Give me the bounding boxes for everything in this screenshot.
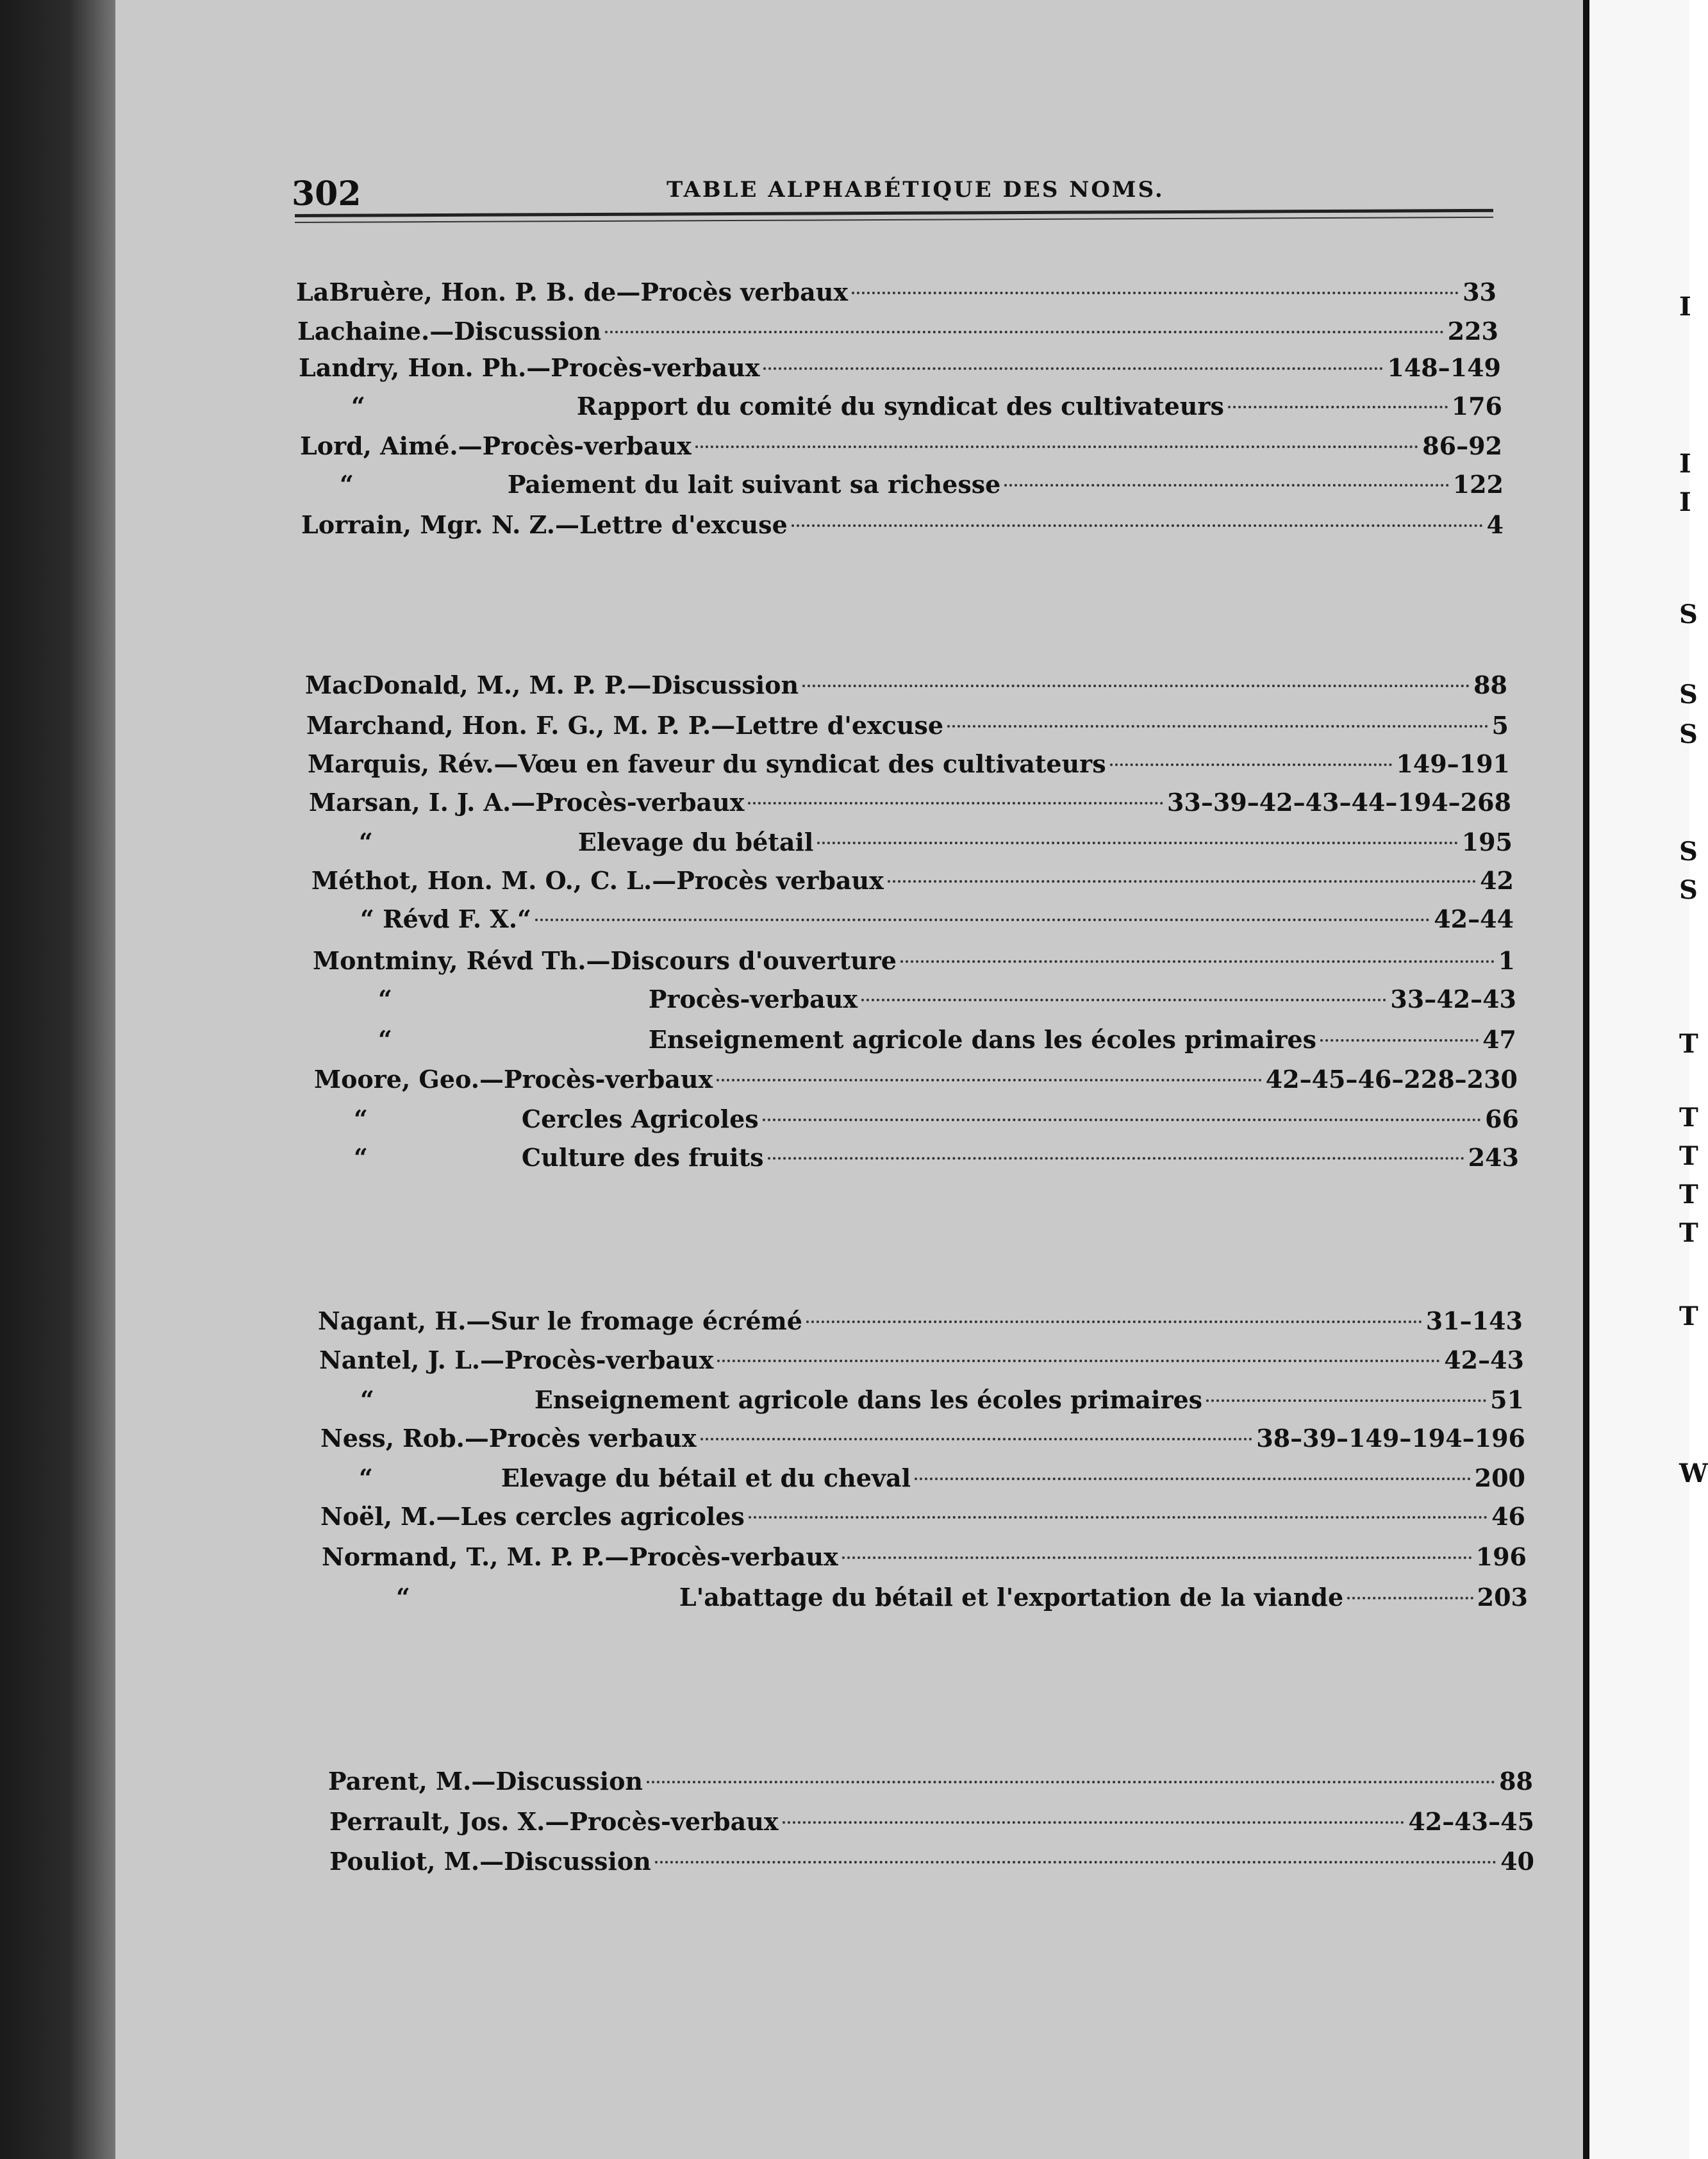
adjacent-page-letter: T [1679, 1029, 1698, 1059]
entry-pages: 223 [1447, 317, 1498, 346]
entry-pages: 33–42–43 [1390, 985, 1516, 1013]
dot-leader [1004, 484, 1448, 487]
entry-description: —Procès-verbaux [458, 431, 692, 460]
entry-pages: 66 [1485, 1105, 1519, 1133]
adjacent-page [1583, 0, 1708, 2159]
dot-leader [647, 1781, 1495, 1783]
index-entry [305, 670, 1507, 701]
dot-leader [792, 524, 1483, 527]
entry-pages: 122 [1452, 470, 1504, 499]
running-head: TABLE ALPHABÉTIQUE DES NOMS. [667, 177, 1165, 203]
dot-leader [763, 1119, 1481, 1121]
index-entry [309, 787, 1511, 818]
entry-description: Enseignement agricole dans les écoles primaires [534, 1385, 1203, 1414]
entry-name: Marsan, I. J. A. [309, 788, 511, 817]
entry-name: “ [340, 470, 354, 499]
entry-description: —Discussion [479, 1847, 651, 1876]
dot-leader [842, 1556, 1472, 1559]
entry-name: Normand, T., M. P. P. [322, 1542, 605, 1571]
adjacent-page-letter: T [1679, 1103, 1698, 1133]
index-entry [329, 1806, 1534, 1837]
index-entry [378, 1024, 1516, 1055]
entry-pages: 42–43 [1444, 1346, 1524, 1374]
entry-description: —Procès verbaux [616, 278, 848, 306]
entry-description: “ [517, 904, 531, 933]
entry-name: “ [359, 828, 373, 856]
dot-leader [701, 1438, 1253, 1440]
entry-name: Lorrain, Mgr. N. Z. [301, 510, 555, 539]
entry-pages: 86–92 [1422, 431, 1502, 460]
index-entry [320, 1423, 1525, 1454]
entry-pages: 42–45–46–228–230 [1265, 1065, 1518, 1094]
index-entry [297, 316, 1498, 347]
entry-name: “ [354, 1105, 368, 1133]
entry-pages: 42–44 [1434, 904, 1514, 933]
entry-name: Lord, Aimé. [300, 431, 458, 460]
dot-leader [605, 331, 1444, 333]
adjacent-page-letter: I [1679, 487, 1691, 517]
entry-description: —Discussion [627, 671, 799, 699]
entry-description: —Procès-verbaux [545, 1807, 779, 1836]
index-entry [378, 984, 1516, 1015]
entry-pages: 196 [1475, 1542, 1527, 1571]
index-entry [318, 1306, 1523, 1337]
entry-pages: 88 [1499, 1767, 1533, 1796]
entry-name: MacDonald, M., M. P. P. [305, 671, 627, 699]
entry-name: “ [378, 1025, 392, 1054]
dot-leader [749, 1516, 1488, 1519]
entry-description: —Les cercles agricoles [436, 1502, 745, 1531]
index-entry [351, 391, 1502, 422]
entry-description: —Procès-verbaux [511, 788, 745, 817]
entry-pages: 51 [1490, 1385, 1524, 1414]
adjacent-page-letter: S [1679, 599, 1698, 629]
entry-name: Landry, Hon. Ph. [299, 353, 527, 382]
entry-name: Ness, Rob. [320, 1424, 465, 1453]
dot-leader [817, 842, 1457, 844]
entry-pages: 33–39–42–43–44–194–268 [1166, 788, 1511, 817]
entry-description: —Vœu en faveur du syndicat des cultivateurs [493, 749, 1106, 778]
dot-leader [915, 1478, 1471, 1480]
index-entry [301, 510, 1504, 540]
dot-leader [717, 1360, 1440, 1362]
entry-pages: 42 [1480, 866, 1514, 895]
dot-leader [763, 367, 1383, 370]
dot-leader [806, 1321, 1422, 1323]
index-entry [322, 1542, 1527, 1572]
index-entry [359, 827, 1513, 858]
dot-leader [1347, 1597, 1473, 1599]
index-entry [308, 749, 1510, 779]
adjacent-page-letter: I [1679, 449, 1691, 479]
dot-leader [861, 999, 1386, 1001]
dot-leader [783, 1821, 1405, 1824]
index-entry [328, 1766, 1533, 1797]
entry-name: “ [396, 1583, 410, 1612]
entry-pages: 176 [1451, 392, 1502, 421]
entry-name: Marquis, Rév. [308, 749, 494, 778]
entry-name: “ [360, 1385, 374, 1414]
entry-name: “ [354, 1143, 368, 1172]
dot-leader [888, 880, 1476, 883]
entry-name: Nantel, J. L. [319, 1346, 481, 1374]
entry-description: —Lettre d'excuse [554, 510, 788, 539]
dot-leader [900, 960, 1495, 963]
entry-pages: 38–39–149–194–196 [1256, 1424, 1525, 1453]
index-entry [311, 865, 1514, 896]
entry-description: Procès-verbaux [648, 985, 858, 1013]
entry-description: —Procès verbaux [652, 866, 884, 895]
entry-pages: 1 [1498, 946, 1515, 975]
entry-description: Culture des fruits [521, 1143, 764, 1172]
index-entry [314, 1064, 1518, 1095]
dot-leader [1228, 406, 1448, 408]
entry-pages: 40 [1500, 1847, 1534, 1876]
entry-name: Perrault, Jos. X. [329, 1807, 545, 1836]
entry-description: Elevage du bétail et du cheval [501, 1463, 911, 1492]
entry-name: Méthot, Hon. M. O., C. L. [311, 866, 652, 895]
entry-pages: 148–149 [1387, 353, 1501, 382]
entry-pages: 4 [1486, 510, 1504, 539]
entry-description: —Procès-verbaux [604, 1542, 838, 1571]
dot-leader [1110, 763, 1393, 766]
entry-pages: 47 [1482, 1025, 1516, 1054]
entry-name: “ [351, 392, 365, 421]
dot-leader [655, 1861, 1497, 1863]
index-entry [360, 1385, 1524, 1415]
dot-leader [717, 1079, 1262, 1081]
index-entry [340, 469, 1504, 500]
entry-pages: 200 [1474, 1463, 1525, 1492]
entry-pages: 203 [1477, 1583, 1528, 1612]
adjacent-page-letter: S [1679, 837, 1698, 867]
entry-pages: 149–191 [1396, 749, 1510, 778]
entry-name: Marchand, Hon. F. G., M. P. P. [306, 711, 711, 740]
entry-name: Pouliot, M. [329, 1847, 480, 1876]
entry-description: Elevage du bétail [577, 828, 814, 856]
entry-pages: 195 [1461, 828, 1513, 856]
index-entry [320, 1501, 1525, 1532]
dot-leader [852, 292, 1459, 294]
page-number: 302 [292, 174, 361, 213]
entry-pages: 243 [1468, 1143, 1519, 1172]
entry-description: —Sur le fromage écrémé [466, 1306, 802, 1335]
adjacent-page-letter: W [1679, 1458, 1708, 1488]
index-entry [296, 277, 1497, 308]
index-entry [396, 1582, 1528, 1613]
dot-leader [695, 446, 1418, 448]
adjacent-page-letter: I [1679, 292, 1691, 322]
index-entry [354, 1142, 1519, 1173]
index-entry [359, 1463, 1525, 1494]
entry-description: —Procès-verbaux [479, 1065, 713, 1094]
entry-description: —Discussion [471, 1767, 643, 1796]
adjacent-page-letter: S [1679, 679, 1698, 710]
entry-description: —Lettre d'excuse [711, 711, 944, 740]
adjacent-page-letter: S [1679, 875, 1698, 905]
entry-pages: 5 [1491, 711, 1509, 740]
entry-pages: 33 [1463, 278, 1497, 306]
entry-description: —Procès-verbaux [480, 1346, 714, 1374]
entry-name: “ [359, 1463, 373, 1492]
entry-pages: 46 [1491, 1502, 1525, 1531]
entry-name: Lachaine. [297, 317, 430, 346]
entry-description: Paiement du lait suivant sa richesse [507, 470, 1001, 499]
entry-description: Cercles Agricoles [521, 1105, 759, 1133]
adjacent-page-letter: S [1679, 719, 1698, 749]
dot-leader [535, 919, 1430, 921]
adjacent-page-letter: T [1679, 1218, 1698, 1248]
adjacent-page-letter: T [1679, 1141, 1698, 1171]
entry-name: “ Révd F. X. [360, 904, 518, 933]
entry-name: Moore, Geo. [314, 1065, 479, 1094]
entry-pages: 31–143 [1425, 1306, 1523, 1335]
entry-description: Enseignement agricole dans les écoles primaires [648, 1025, 1317, 1054]
dot-leader [802, 685, 1470, 687]
entry-description: —Procès-verbaux [526, 353, 760, 382]
entry-description: —Procès verbaux [464, 1424, 697, 1453]
dot-leader [1320, 1039, 1479, 1042]
entry-name: Noël, M. [320, 1502, 436, 1531]
entry-name: Parent, M. [328, 1767, 472, 1796]
entry-description: L'abattage du bétail et l'exportation de la viande [679, 1583, 1344, 1612]
index-entry [300, 431, 1502, 462]
dot-leader [1206, 1399, 1486, 1402]
index-entry [313, 946, 1515, 976]
dot-leader [947, 725, 1488, 728]
index-entry [319, 1345, 1524, 1376]
entry-pages: 42–43–45 [1408, 1807, 1534, 1836]
index-entry [306, 710, 1509, 741]
entry-name: LaBruère, Hon. P. B. de [296, 278, 617, 306]
adjacent-page-letter: T [1679, 1180, 1698, 1210]
dot-leader [748, 802, 1163, 804]
index-entry [360, 904, 1514, 935]
entry-name: “ [378, 985, 392, 1013]
dot-leader [768, 1157, 1464, 1160]
entry-description: Rapport du comité du syndicat des cultivateurs [576, 392, 1224, 421]
index-entry [329, 1846, 1534, 1877]
entry-pages: 88 [1473, 671, 1507, 699]
entry-description: —Discussion [429, 317, 601, 346]
index-entry [299, 353, 1501, 383]
entry-description: —Discours d'ouverture [586, 946, 897, 975]
entry-name: Montminy, Révd Th. [313, 946, 586, 975]
entry-name: Nagant, H. [318, 1306, 467, 1335]
index-entry [354, 1104, 1519, 1135]
adjacent-page-letter: T [1679, 1301, 1698, 1331]
